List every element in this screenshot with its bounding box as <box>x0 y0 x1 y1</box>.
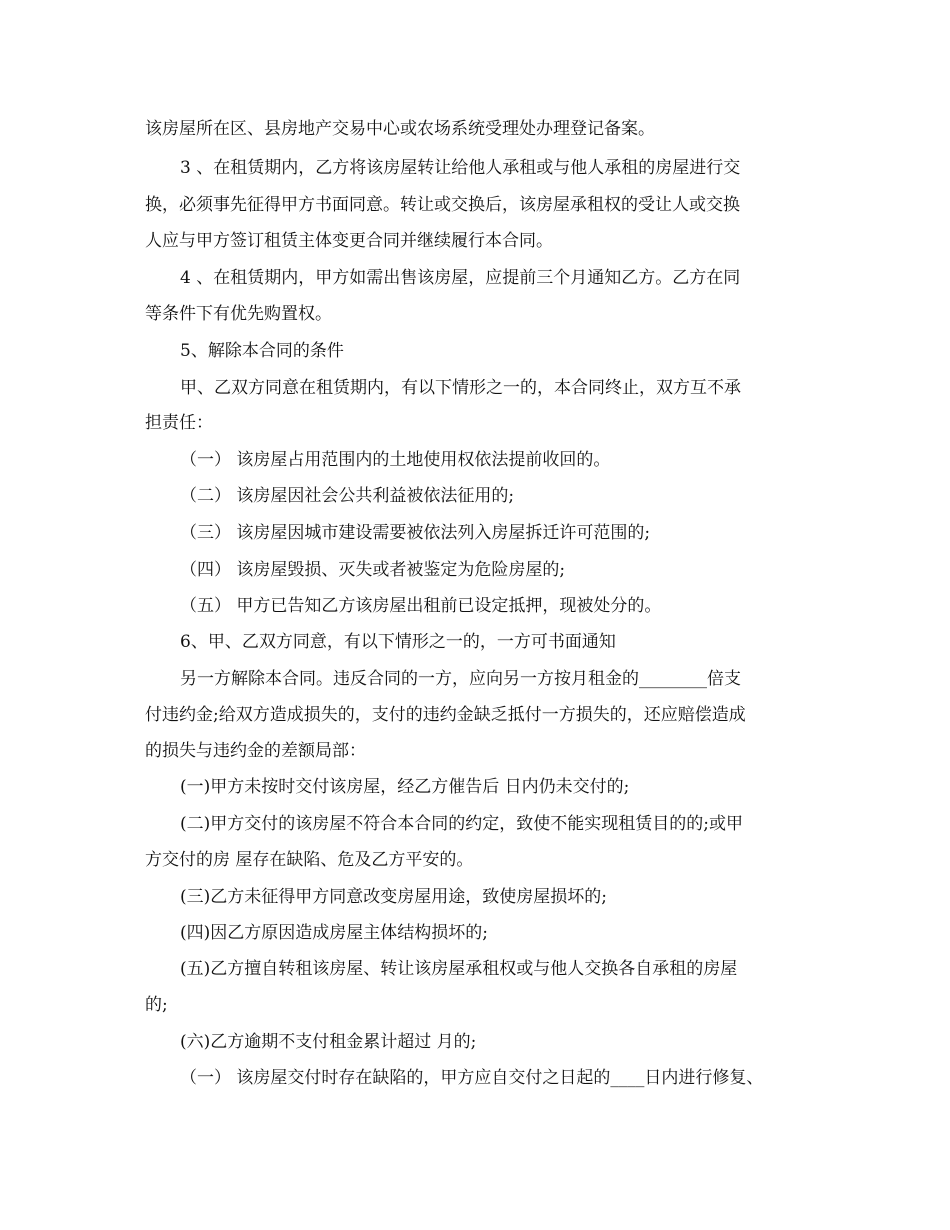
text-line-8: 甲、乙双方同意在租赁期内，有以下情形之一的，本合同终止，双方互不承 <box>180 378 741 398</box>
text-line-6: 等条件下有优先购置权。 <box>145 304 332 324</box>
text-line-4: 人应与甲方签订租赁主体变更合同并继续履行本合同。 <box>145 231 553 251</box>
text-line-18: 的损失与违约金的差额局部： <box>145 741 366 761</box>
text-line-16: 另一方解除本合同。违反合同的一方，应向另一方按月租金的________倍支 <box>180 669 741 689</box>
text-line-14: （五） 甲方已告知乙方该房屋出租前已设定抵押，现被处分的。 <box>180 596 662 616</box>
text-line-26: (六)乙方逾期不支付租金累计超过 月的; <box>180 1032 477 1052</box>
text-line-24: (五)乙方擅自转租该房屋、转让该房屋承租权或与他人交换各自承租的房屋 <box>180 959 738 979</box>
text-line-10: （一） 该房屋占用范围内的土地使用权依法提前收回的。 <box>180 450 611 470</box>
text-line-27: （一） 该房屋交付时存在缺陷的，甲方应自交付之日起的____日内进行修复、 <box>180 1068 764 1088</box>
text-line-1: 该房屋所在区、县房地产交易中心或农场系统受理处办理登记备案。 <box>145 119 655 139</box>
text-line-9: 担责任： <box>145 413 213 433</box>
text-line-25: 的; <box>145 995 168 1015</box>
text-line-23: (四)因乙方原因造成房屋主体结构损坏的; <box>180 923 488 943</box>
text-line-11: （二） 该房屋因社会公共利益被依法征用的; <box>180 486 515 506</box>
text-line-12: （三） 该房屋因城市建设需要被依法列入房屋拆迁许可范围的; <box>180 523 651 543</box>
text-line-7: 5、解除本合同的条件 <box>180 341 344 361</box>
text-line-21: 方交付的房 屋存在缺陷、危及乙方平安的。 <box>145 850 474 870</box>
text-line-19: (一)甲方未按时交付该房屋，经乙方催告后 日内仍未交付的; <box>180 777 630 797</box>
text-line-17: 付违约金;给双方造成损失的，支付的违约金缺乏抵付一方损失的，还应赔偿造成 <box>145 705 746 725</box>
text-line-3: 换，必须事先征得甲方书面同意。转让或交换后，该房屋承租权的受让人或交换 <box>145 195 740 215</box>
text-line-15: 6、甲、乙双方同意，有以下情形之一的，一方可书面通知 <box>180 632 616 652</box>
text-line-22: (三)乙方未征得甲方同意改变房屋用途，致使房屋损坏的; <box>180 887 607 907</box>
text-line-13: （四） 该房屋毁损、灭失或者被鉴定为危险房屋的; <box>180 560 566 580</box>
text-line-5: 4 、在租赁期内，甲方如需出售该房屋，应提前三个月通知乙方。乙方在同 <box>180 268 741 288</box>
text-line-2: 3 、在租赁期内，乙方将该房屋转让给他人承租或与他人承租的房屋进行交 <box>180 158 741 178</box>
text-line-20: (二)甲方交付的该房屋不符合本合同的约定，致使不能实现租赁目的的;或甲 <box>180 814 743 834</box>
